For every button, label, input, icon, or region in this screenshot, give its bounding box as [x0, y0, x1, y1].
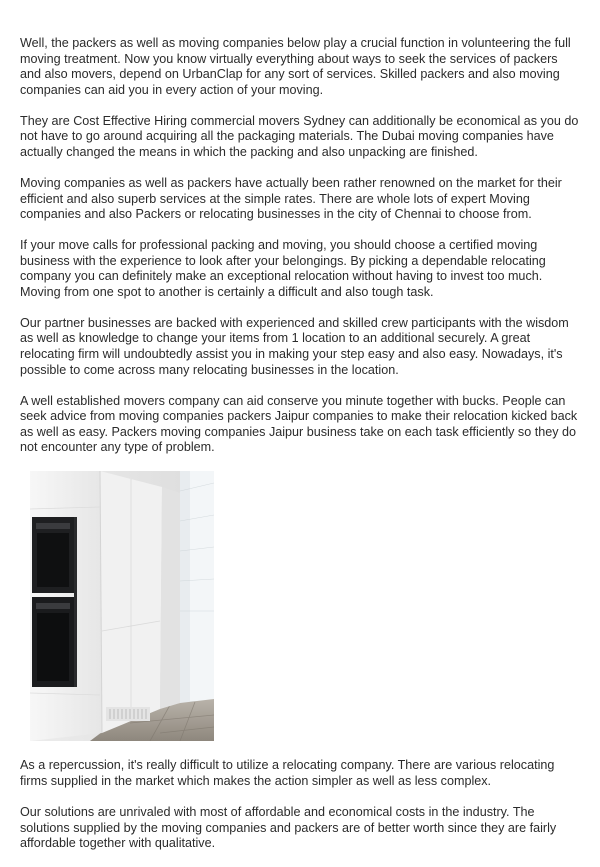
paragraph-7: As a repercussion, it's really difficult to utilize a relocating company. There are various relocating firms supplied in the market which makes the action simpler as well as less complex. [20, 758, 555, 788]
paragraph-6: A well established movers company can aid conserve you minute together with bucks. People can seek advice from moving companies packers Jaipur companies to make their relocation kicked back as well as easy. Packers moving companies Jaipur business take on each task efficiently so they do not encounter any type of problem. [20, 393, 578, 455]
kitchen-photo [30, 471, 214, 741]
article [20, 36, 582, 867]
paragraph-8: Our solutions are unrivaled with most of affordable and economical costs in the industry. The solutions supplied by the moving companies and packers are of better worth since they are fairly affordable together with qualitative. [20, 804, 557, 851]
paragraph-5: Our partner businesses are backed with experienced and skilled crew participants with the wisdom as well as knowledge to change your items from 1 location to an additional securely. A great relocating firm will undoubtedly assist you in making your step easy and also easy. Nowadays, it's possible to come across many relocating businesses in the location. [20, 315, 569, 377]
paragraph-3: Moving companies as well as packers have actually been rather renowned on the market for their efficient and also superb services at the simple rates. There are whole lots of expert Moving companies and also Packers or relocating businesses in the city of Chennai to choose from. [20, 175, 562, 222]
paragraph-1: Well, the packers as well as moving companies below play a crucial function in volunteering the full moving treatment. Now you know virtually everything about ways to seek the services of packers and also movers, depend on UrbanClap for any sort of services. Skilled packers and also moving companies can aid you in every action of your moving. [20, 36, 571, 97]
paragraph-2: They are Cost Effective Hiring commercial movers Sydney can additionally be economical as you do not have to go around acquiring all the packaging materials. The Dubai moving companies have actually changed the means in which the packing and also unpacking are finished. [20, 113, 579, 159]
paragraph-4: If your move calls for professional packing and moving, you should choose a certified moving business with the experience to look after your belongings. By picking a dependable relocating company you can definitely make an exceptional relocation without having to invest too much. Moving from one spot to another is certainly a difficult and also tough task. [20, 238, 546, 299]
